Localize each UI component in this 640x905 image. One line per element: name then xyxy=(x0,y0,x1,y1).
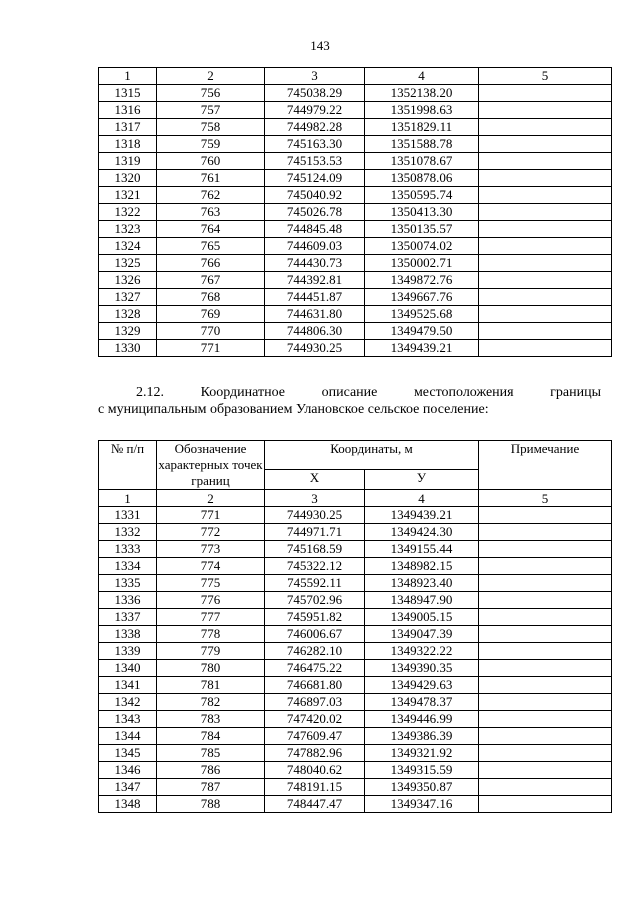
cell-note xyxy=(479,575,612,592)
cell-point: 766 xyxy=(157,255,265,272)
cell-note xyxy=(479,187,612,204)
cell-x: 744392.81 xyxy=(265,272,365,289)
table-header-row xyxy=(99,441,612,470)
cell-number: 1346 xyxy=(99,762,157,779)
cell-number: 1318 xyxy=(99,136,157,153)
cell-y: 1349429.63 xyxy=(365,677,479,694)
cell-point: 761 xyxy=(157,170,265,187)
cell-point: 772 xyxy=(157,524,265,541)
cell-point: 778 xyxy=(157,626,265,643)
header-number: № п/п xyxy=(99,441,157,490)
cell-note xyxy=(479,272,612,289)
cell-number: 1347 xyxy=(99,779,157,796)
cell-y: 1349155.44 xyxy=(365,541,479,558)
cell-x: 746006.67 xyxy=(265,626,365,643)
cell-note xyxy=(479,507,612,524)
cell-number: 1339 xyxy=(99,643,157,660)
cell-number: 1316 xyxy=(99,102,157,119)
cell-y: 1349478.37 xyxy=(365,694,479,711)
cell-note xyxy=(479,102,612,119)
header-y: У xyxy=(365,470,479,490)
cell-number: 1348 xyxy=(99,796,157,813)
table-row xyxy=(99,762,612,779)
cell-note xyxy=(479,170,612,187)
cell-x: 744451.87 xyxy=(265,289,365,306)
cell-y: 1348982.15 xyxy=(365,558,479,575)
cell-note xyxy=(479,524,612,541)
cell-point: 759 xyxy=(157,136,265,153)
cell-number: 1329 xyxy=(99,323,157,340)
cell-y: 1349872.76 xyxy=(365,272,479,289)
cell-y: 1349347.16 xyxy=(365,796,479,813)
cell-number: 1340 xyxy=(99,660,157,677)
cell-note xyxy=(479,677,612,694)
cell-number: 1337 xyxy=(99,609,157,626)
cell-point: 786 xyxy=(157,762,265,779)
cell-note xyxy=(479,221,612,238)
cell-point: 762 xyxy=(157,187,265,204)
cell-number: 1334 xyxy=(99,558,157,575)
cell-x: 744930.25 xyxy=(265,507,365,524)
cell-x: 747420.02 xyxy=(265,711,365,728)
cell-note xyxy=(479,796,612,813)
section-heading xyxy=(98,384,601,418)
column-number: 3 xyxy=(265,68,365,85)
table-row xyxy=(99,728,612,745)
cell-x: 745124.09 xyxy=(265,170,365,187)
cell-number: 1344 xyxy=(99,728,157,745)
cell-y: 1349386.39 xyxy=(365,728,479,745)
cell-note xyxy=(479,136,612,153)
cell-x: 745322.12 xyxy=(265,558,365,575)
cell-number: 1332 xyxy=(99,524,157,541)
section-number: 2.12. xyxy=(136,385,164,400)
table-row xyxy=(99,677,612,694)
cell-x: 745038.29 xyxy=(265,85,365,102)
cell-y: 1348923.40 xyxy=(365,575,479,592)
cell-point: 773 xyxy=(157,541,265,558)
column-number-row xyxy=(99,68,612,85)
cell-point: 780 xyxy=(157,660,265,677)
cell-point: 769 xyxy=(157,306,265,323)
cell-note xyxy=(479,306,612,323)
column-number: 2 xyxy=(157,490,265,507)
cell-y: 1349390.35 xyxy=(365,660,479,677)
cell-y: 1350135.57 xyxy=(365,221,479,238)
table-row xyxy=(99,694,612,711)
cell-y: 1349446.99 xyxy=(365,711,479,728)
cell-y: 1349479.50 xyxy=(365,323,479,340)
cell-y: 1350002.71 xyxy=(365,255,479,272)
cell-number: 1330 xyxy=(99,340,157,357)
cell-note xyxy=(479,694,612,711)
table-row xyxy=(99,507,612,524)
cell-point: 779 xyxy=(157,643,265,660)
table-row xyxy=(99,745,612,762)
table-row xyxy=(99,609,612,626)
cell-y: 1349047.39 xyxy=(365,626,479,643)
cell-y: 1349424.30 xyxy=(365,524,479,541)
column-number: 3 xyxy=(265,490,365,507)
header-note: Примечание xyxy=(479,441,612,490)
cell-number: 1315 xyxy=(99,85,157,102)
cell-x: 746282.10 xyxy=(265,643,365,660)
table-row xyxy=(99,238,612,255)
cell-number: 1319 xyxy=(99,153,157,170)
table-row xyxy=(99,221,612,238)
cell-x: 747882.96 xyxy=(265,745,365,762)
cell-point: 763 xyxy=(157,204,265,221)
table-row xyxy=(99,119,612,136)
cell-y: 1349525.68 xyxy=(365,306,479,323)
table-row xyxy=(99,643,612,660)
cell-note xyxy=(479,541,612,558)
cell-x: 745168.59 xyxy=(265,541,365,558)
column-number: 2 xyxy=(157,68,265,85)
cell-note xyxy=(479,609,612,626)
cell-y: 1349005.15 xyxy=(365,609,479,626)
cell-number: 1326 xyxy=(99,272,157,289)
cell-point: 771 xyxy=(157,507,265,524)
heading-word: местоположения xyxy=(413,385,514,400)
table-row xyxy=(99,711,612,728)
cell-y: 1349322.22 xyxy=(365,643,479,660)
cell-note xyxy=(479,255,612,272)
cell-number: 1331 xyxy=(99,507,157,524)
cell-point: 768 xyxy=(157,289,265,306)
column-number: 5 xyxy=(479,68,612,85)
cell-x: 744609.03 xyxy=(265,238,365,255)
header-coordinates: Координаты, м xyxy=(265,441,479,470)
cell-y: 1350878.06 xyxy=(365,170,479,187)
heading-word: границы xyxy=(550,385,601,400)
cell-number: 1324 xyxy=(99,238,157,255)
cell-point: 771 xyxy=(157,340,265,357)
cell-point: 788 xyxy=(157,796,265,813)
cell-note xyxy=(479,626,612,643)
cell-x: 744930.25 xyxy=(265,340,365,357)
cell-point: 777 xyxy=(157,609,265,626)
table-row xyxy=(99,136,612,153)
section-heading-line-2: с муниципальным образованием Улановское сельское поселение: xyxy=(98,402,489,417)
cell-number: 1328 xyxy=(99,306,157,323)
cell-y: 1349350.87 xyxy=(365,779,479,796)
cell-point: 767 xyxy=(157,272,265,289)
cell-y: 1351078.67 xyxy=(365,153,479,170)
cell-note xyxy=(479,85,612,102)
cell-x: 748040.62 xyxy=(265,762,365,779)
cell-note xyxy=(479,728,612,745)
cell-x: 745153.53 xyxy=(265,153,365,170)
cell-x: 747609.47 xyxy=(265,728,365,745)
table-row xyxy=(99,187,612,204)
table-row xyxy=(99,541,612,558)
cell-note xyxy=(479,153,612,170)
table-row xyxy=(99,272,612,289)
cell-point: 776 xyxy=(157,592,265,609)
cell-number: 1341 xyxy=(99,677,157,694)
cell-x: 745592.11 xyxy=(265,575,365,592)
cell-note xyxy=(479,762,612,779)
cell-point: 757 xyxy=(157,102,265,119)
column-number: 1 xyxy=(99,68,157,85)
header-x: X xyxy=(265,470,365,490)
cell-point: 756 xyxy=(157,85,265,102)
table-row xyxy=(99,323,612,340)
cell-note xyxy=(479,119,612,136)
cell-x: 745040.92 xyxy=(265,187,365,204)
cell-note xyxy=(479,592,612,609)
cell-x: 744430.73 xyxy=(265,255,365,272)
cell-number: 1322 xyxy=(99,204,157,221)
cell-number: 1336 xyxy=(99,592,157,609)
cell-x: 744631.80 xyxy=(265,306,365,323)
table-row xyxy=(99,660,612,677)
cell-x: 745163.30 xyxy=(265,136,365,153)
cell-number: 1338 xyxy=(99,626,157,643)
table-row xyxy=(99,796,612,813)
cell-point: 770 xyxy=(157,323,265,340)
cell-number: 1335 xyxy=(99,575,157,592)
cell-point: 783 xyxy=(157,711,265,728)
cell-number: 1317 xyxy=(99,119,157,136)
cell-note xyxy=(479,779,612,796)
table-row xyxy=(99,85,612,102)
table-row xyxy=(99,255,612,272)
table-row xyxy=(99,153,612,170)
table-row xyxy=(99,102,612,119)
column-number: 1 xyxy=(99,490,157,507)
cell-x: 745702.96 xyxy=(265,592,365,609)
column-number-row xyxy=(99,490,612,507)
table-row xyxy=(99,340,612,357)
cell-number: 1345 xyxy=(99,745,157,762)
cell-number: 1321 xyxy=(99,187,157,204)
column-number: 4 xyxy=(365,68,479,85)
cell-x: 746681.80 xyxy=(265,677,365,694)
column-number: 4 xyxy=(365,490,479,507)
header-point-designation: Обозначение характерных точек границ xyxy=(158,441,263,488)
page-number: 143 xyxy=(310,38,330,53)
coordinates-table-continued xyxy=(98,67,612,357)
table-row xyxy=(99,170,612,187)
cell-x: 745026.78 xyxy=(265,204,365,221)
cell-number: 1325 xyxy=(99,255,157,272)
cell-y: 1351829.11 xyxy=(365,119,479,136)
cell-note xyxy=(479,340,612,357)
cell-x: 748191.15 xyxy=(265,779,365,796)
table-row xyxy=(99,204,612,221)
cell-point: 787 xyxy=(157,779,265,796)
cell-y: 1351588.78 xyxy=(365,136,479,153)
cell-number: 1342 xyxy=(99,694,157,711)
cell-point: 764 xyxy=(157,221,265,238)
cell-number: 1320 xyxy=(99,170,157,187)
cell-y: 1349439.21 xyxy=(365,507,479,524)
cell-note xyxy=(479,711,612,728)
table-row xyxy=(99,592,612,609)
table-row xyxy=(99,626,612,643)
coordinates-table xyxy=(98,440,612,813)
cell-y: 1349439.21 xyxy=(365,340,479,357)
cell-x: 744971.71 xyxy=(265,524,365,541)
table-row xyxy=(99,779,612,796)
cell-note xyxy=(479,558,612,575)
cell-note xyxy=(479,323,612,340)
cell-y: 1350074.02 xyxy=(365,238,479,255)
cell-y: 1350595.74 xyxy=(365,187,479,204)
cell-number: 1327 xyxy=(99,289,157,306)
cell-x: 745951.82 xyxy=(265,609,365,626)
cell-x: 744806.30 xyxy=(265,323,365,340)
cell-number: 1333 xyxy=(99,541,157,558)
cell-point: 765 xyxy=(157,238,265,255)
table-row xyxy=(99,575,612,592)
cell-note xyxy=(479,745,612,762)
table-row xyxy=(99,306,612,323)
cell-point: 785 xyxy=(157,745,265,762)
cell-y: 1348947.90 xyxy=(365,592,479,609)
cell-x: 746897.03 xyxy=(265,694,365,711)
cell-point: 760 xyxy=(157,153,265,170)
cell-x: 744845.48 xyxy=(265,221,365,238)
cell-note xyxy=(479,204,612,221)
cell-y: 1349667.76 xyxy=(365,289,479,306)
cell-point: 782 xyxy=(157,694,265,711)
cell-point: 774 xyxy=(157,558,265,575)
cell-point: 781 xyxy=(157,677,265,694)
cell-note xyxy=(479,660,612,677)
cell-x: 744979.22 xyxy=(265,102,365,119)
cell-x: 744982.28 xyxy=(265,119,365,136)
cell-number: 1343 xyxy=(99,711,157,728)
cell-y: 1349315.59 xyxy=(365,762,479,779)
cell-y: 1350413.30 xyxy=(365,204,479,221)
cell-y: 1351998.63 xyxy=(365,102,479,119)
cell-number: 1323 xyxy=(99,221,157,238)
table-row xyxy=(99,524,612,541)
cell-y: 1352138.20 xyxy=(365,85,479,102)
cell-x: 746475.22 xyxy=(265,660,365,677)
heading-word: Координатное xyxy=(200,385,285,400)
cell-point: 784 xyxy=(157,728,265,745)
cell-note xyxy=(479,643,612,660)
cell-point: 758 xyxy=(157,119,265,136)
table-row xyxy=(99,558,612,575)
table-row xyxy=(99,289,612,306)
cell-y: 1349321.92 xyxy=(365,745,479,762)
cell-note xyxy=(479,238,612,255)
column-number: 5 xyxy=(479,490,612,507)
section-heading-line-1 xyxy=(98,384,601,401)
cell-point: 775 xyxy=(157,575,265,592)
cell-x: 748447.47 xyxy=(265,796,365,813)
heading-word: описание xyxy=(321,385,378,400)
cell-note xyxy=(479,289,612,306)
